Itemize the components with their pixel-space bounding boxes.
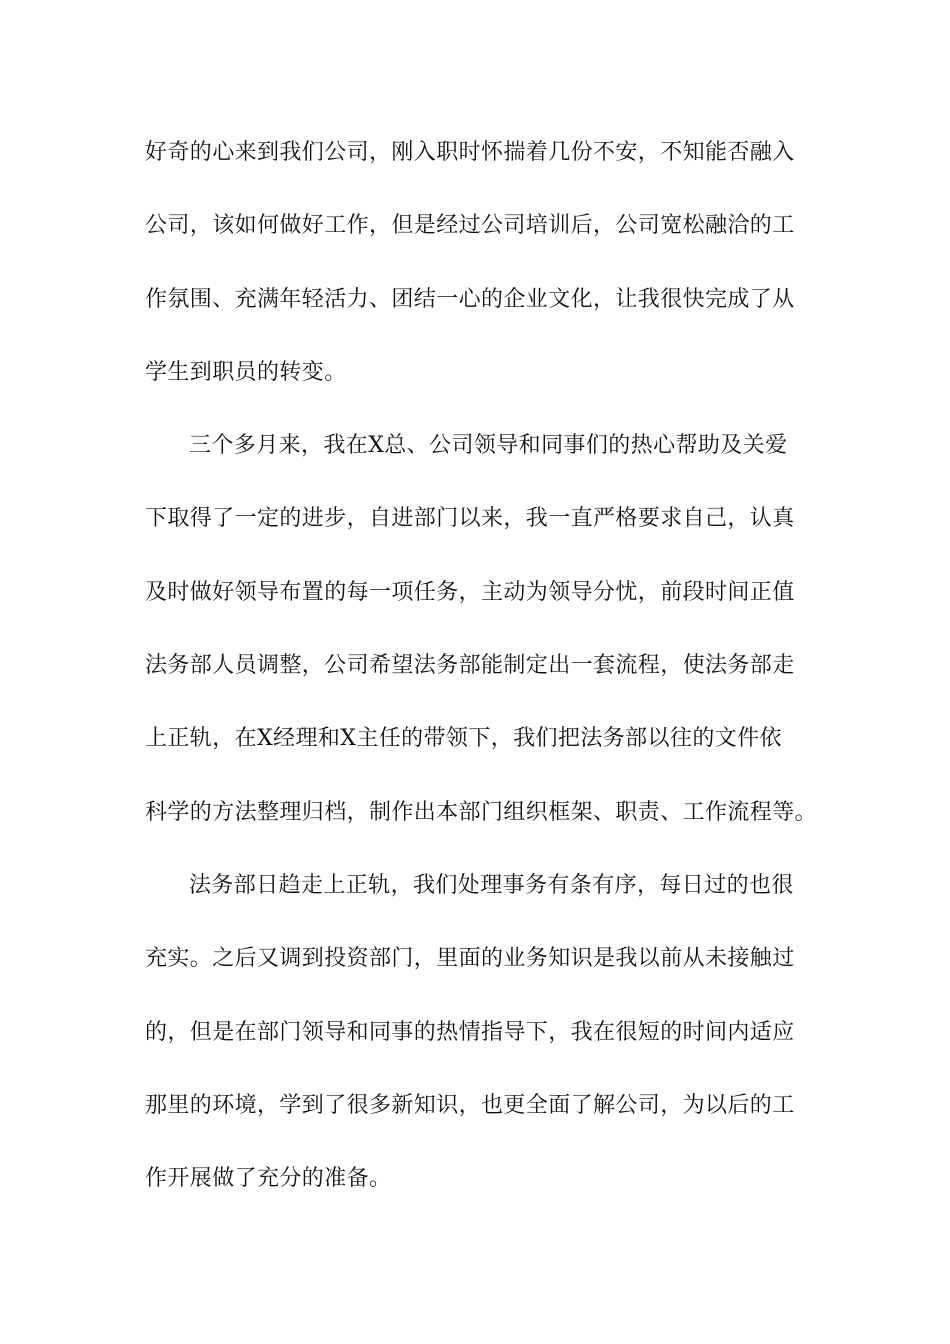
paragraph-1-line-3: 作氛围、充满年轻活力、团结一心的企业文化，让我很快完成了从: [145, 286, 795, 312]
paragraph-2-line-6: 科学的方法整理归档，制作出本部门组织框架、职责、工作流程等。: [145, 799, 818, 825]
paragraph-3-line-1: 法务部日趋走上正轨，我们处理事务有条有序，每日过的也很: [189, 872, 794, 898]
paragraph-2-line-5: 上正轨，在X经理和X主任的带领下，我们把法务部以往的文件依: [145, 726, 782, 752]
paragraph-3-line-2: 充实。之后又调到投资部门，里面的业务知识是我以前从未接触过: [145, 946, 795, 972]
paragraph-1-line-1: 好奇的心来到我们公司，刚入职时怀揣着几份不安，不知能否融入: [145, 140, 795, 165]
paragraph-1-line-2: 公司，该如何做好工作，但是经过公司培训后，公司宽松融洽的工: [145, 213, 795, 239]
paragraph-3-line-4: 那里的环境，学到了很多新知识，也更全面了解公司，为以后的工: [145, 1092, 795, 1118]
paragraph-1-line-4: 学生到职员的转变。: [145, 359, 347, 385]
paragraph-2-line-2: 下取得了一定的进步，自进部门以来，我一直严格要求自己，认真: [145, 506, 795, 532]
document-body: [145, 127, 818, 1226]
paragraph-2-line-1: 三个多月来，我在X总、公司领导和同事们的热心帮助及关爱: [189, 433, 788, 459]
paragraph-3-line-5: 作开展做了充分的准备。: [145, 1166, 392, 1192]
paragraph-2-line-4: 法务部人员调整，公司希望法务部能制定出一套流程，使法务部走: [145, 653, 795, 679]
paragraph-2-line-3: 及时做好领导布置的每一项任务，主动为领导分忧，前段时间正值: [145, 579, 795, 605]
paragraph-3-line-3: 的，但是在部门领导和同事的热情指导下，我在很短的时间内适应: [145, 1019, 795, 1045]
